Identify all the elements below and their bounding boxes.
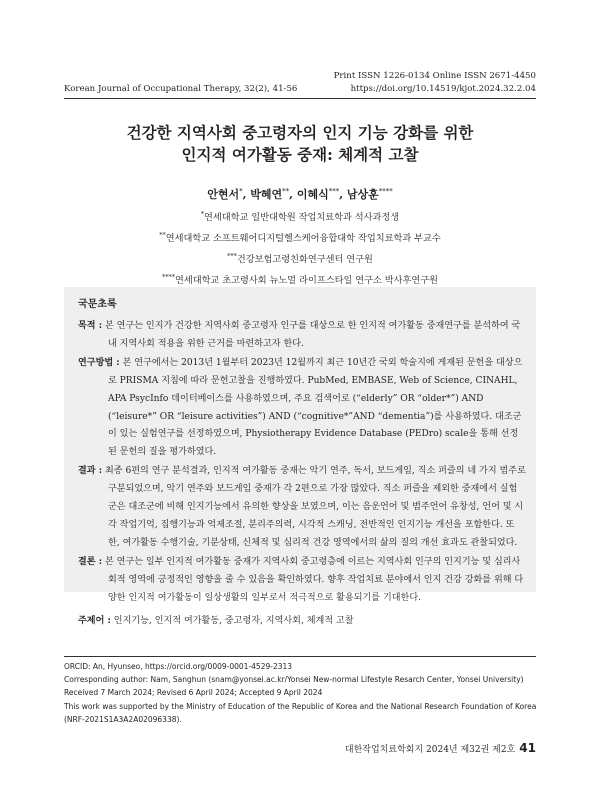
abstract-purpose bbox=[78, 317, 526, 354]
affiliation bbox=[0, 206, 600, 227]
abstract-heading: 국문초록 bbox=[78, 299, 117, 310]
doi-link[interactable]: https://doi.org/10.14519/kjot.2024.32.2.04 bbox=[350, 84, 536, 94]
keywords-text: 인지기능, 인지적 여가활동, 중고령자, 지역사회, 체계적 고찰 bbox=[113, 615, 354, 626]
affiliation-text: 건강보험고령친화연구센터 연구원 bbox=[236, 253, 373, 265]
footnote-orcid: ORCID: An, Hyunseo, https://orcid.org/0009-0001-4529-2313 bbox=[64, 662, 293, 671]
footnotes bbox=[64, 660, 544, 726]
author-mark: ** bbox=[282, 187, 290, 196]
section-text: 최종 6편의 연구 분석결과, 인지적 여가활동 중재는 악기 연주, 독서, 보드게임, 직소 퍼즐의 네 가지 범주로 구분되었으며, 악기 연주와 보드게임 중재가 각 2편으로 가장 많았다. 직소 퍼즐을 제외한 중재에서 실험군은 대조군에 비해 인지기능에서 유의한 향상을 보였으며, 이는 음운언어 및 범주언어 유창성, 언어 및 시각 작업기억, 집행기능과 억제조절, 분리주의력, 시각적 스캐닝, 전반적인 인지기능 개선을 포함한다. 또한, 여가활동 수행기술, 기분상태, 신체적 및 심리적 건강 영역에서의 삶의 질의 개선 효과도 관찰되었다. bbox=[105, 466, 526, 548]
issn-line: Print ISSN 1226-0134 Online ISSN 2671-4450 bbox=[333, 71, 536, 81]
abstract-results bbox=[78, 462, 526, 553]
keywords bbox=[78, 612, 526, 631]
journal-citation: Korean Journal of Occupational Therapy, 32(2), 41-56 bbox=[64, 84, 298, 94]
abstract-methods bbox=[78, 354, 526, 462]
footnote-funding-grant: (NRF-2021S1A3A2A02096338). bbox=[64, 714, 182, 724]
affiliation-text: 연세대학교 소프트웨어디지털헬스케어융합대학 작업치료학과 부교수 bbox=[165, 232, 441, 244]
author-mark: **** bbox=[378, 187, 393, 196]
footnote-corresponding: Corresponding author: Nam, Sanghun (snam@yonsei.ac.kr/Yonsei New-normal Lifestyle Resarch Center, Yonsei University) bbox=[64, 675, 524, 685]
author-name: 박혜연 bbox=[250, 188, 283, 201]
affiliation bbox=[0, 227, 600, 248]
affiliation-mark: * bbox=[200, 210, 205, 218]
header-divider bbox=[64, 98, 536, 99]
abstract-box bbox=[64, 287, 536, 626]
author-mark: *** bbox=[328, 187, 340, 196]
section-text: 본 연구는 인지가 건강한 지역사회 중고령자 인구를 대상으로 한 인지적 여가활동 중재연구를 분석하여 국내 지역사회 적용을 위한 근거를 마련하고자 한다. bbox=[105, 321, 521, 349]
title-line-2: 인지적 여가활동 중재: 체계적 고찰 bbox=[181, 145, 419, 164]
section-label: 결과 : bbox=[78, 465, 103, 477]
keywords-label: 주제어 : bbox=[78, 614, 111, 626]
author-mark: * bbox=[239, 187, 243, 196]
abstract-conclusion bbox=[78, 553, 526, 608]
author-list: 안현서*, 박혜연**, 이혜식***, 남상훈**** bbox=[207, 187, 393, 201]
section-label: 연구방법 : bbox=[78, 356, 120, 368]
section-label: 결론 : bbox=[78, 555, 103, 567]
affiliation-mark: *** bbox=[227, 251, 237, 260]
affiliation bbox=[0, 248, 600, 269]
page-footer bbox=[345, 741, 536, 755]
affiliation-mark: ** bbox=[159, 230, 166, 239]
paper-title bbox=[0, 122, 600, 166]
author-name: 남상훈 bbox=[346, 188, 379, 201]
footer-journal: 대한작업치료학회지 2024년 제32권 제2호 bbox=[344, 745, 516, 755]
section-label: 목적 : bbox=[78, 320, 103, 331]
footnote-dates: Received 7 March 2024; Revised 6 April 2024; Accepted 9 April 2024 bbox=[64, 688, 323, 698]
section-text: 본 연구에서는 2013년 1월부터 2023년 12월까지 최근 10년간 국외 학술지에 게재된 문헌을 대상으로 PRISMA 지침에 따라 문헌고찰을 진행하였다. PubMed, EMBASE, Web of Science, CINAHL, APA PsycInfo 데이터베이스를 사용하였으며, 주요 검색어로 (“elderly” OR “older*”) AND (“leisure*” OR “leisure activities”) AND (“cognitive*”AND “dementia”)를 사용하였다. 대조군이 있는 실험연구를 선정하였으며, Physiotherapy Evidence Database (PEDro) scale을 통해 선정된 문헌의 질을 평가하였다. bbox=[108, 357, 523, 458]
author-name: 안현서 bbox=[207, 188, 240, 201]
affiliation-text: 연세대학교 일반대학원 작업치료학과 석사과정생 bbox=[204, 212, 400, 224]
section-text: 본 연구는 일부 인지적 여가활동 중재가 지역사회 중고령층에 이르는 지역사회 인구의 인지기능 및 심리사회적 영역에 긍정적인 영향을 줄 수 있음을 확인하였다. 향후 작업치료 분야에서 인지 건강 강화를 위해 다양한 인지적 여가활동이 일상생활의 일부로서 적극적으로 활용되기를 기대한다. bbox=[105, 556, 524, 603]
author-name: 이혜식 bbox=[296, 188, 329, 201]
footnote-divider bbox=[64, 656, 536, 657]
abstract-body bbox=[78, 317, 526, 630]
footnote-funding: This work was supported by the Ministry of Education of the Republic of Korea and the National Research Foundation of Korea bbox=[64, 701, 537, 711]
title-line-1: 건강한 지역사회 중고령자의 인지 기능 강화를 위한 bbox=[126, 123, 474, 142]
page-number: 41 bbox=[519, 741, 536, 755]
affiliation-list bbox=[0, 206, 600, 289]
affiliation-text: 연세대학교 초고령사회 뉴노멀 라이프스타일 연구소 박사후연구원 bbox=[174, 274, 439, 286]
affiliation-mark: **** bbox=[161, 272, 175, 281]
